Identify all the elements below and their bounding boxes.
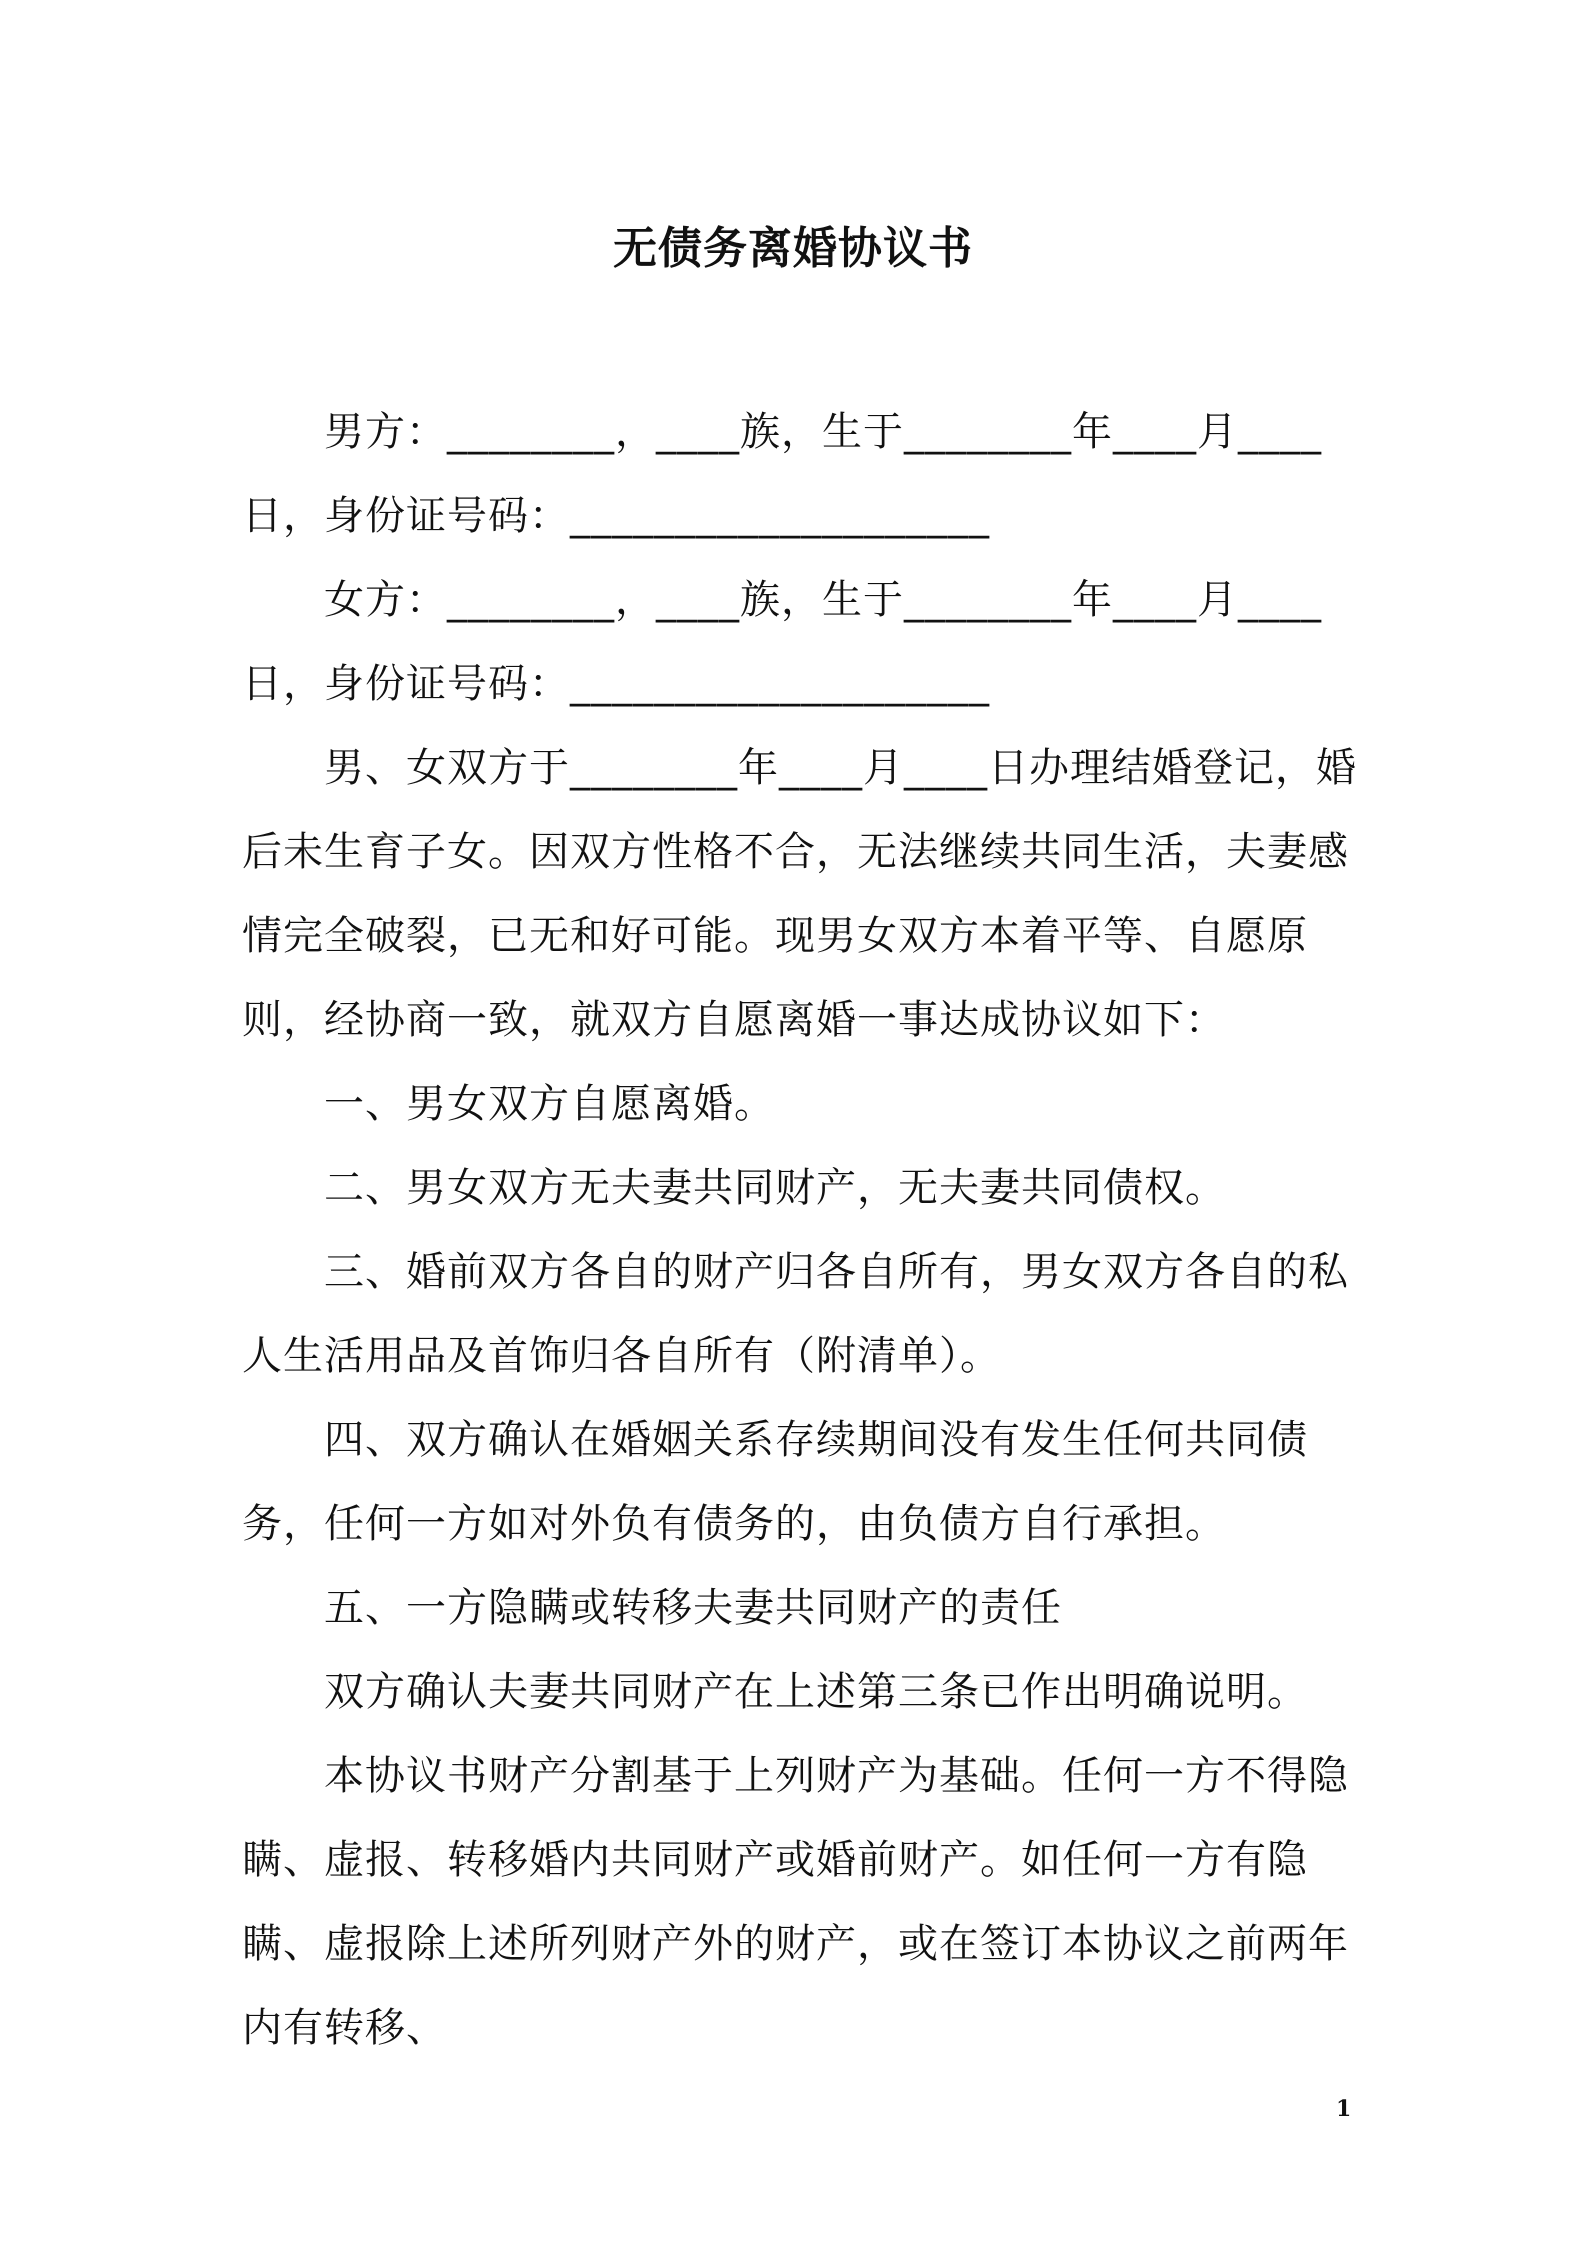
paragraph-male-party: 男方：________，____族，生于________年____月____日，身份证号码：____________________ (242, 409, 1322, 539)
clause-5-details: 本协议书财产分割基于上列财产为基础。任何一方不得隐瞒、虚报、转移婚内共同财产或婚前财产。如任何一方有隐瞒、虚报除上述所列财产外的财产，或在签订本协议之前两年内有转移、 (242, 1753, 1349, 2051)
paragraph-female-party: 女方：________，____族，生于________年____月____日，身份证号码：____________________ (242, 577, 1322, 707)
clause-1: 一、男女双方自愿离婚。 (324, 1081, 775, 1127)
document-title: 无债务离婚协议书 (613, 223, 973, 274)
clause-2: 二、男女双方无夫妻共同财产，无夫妻共同债权。 (324, 1165, 1226, 1211)
document-body (242, 390, 1362, 2070)
page-number: 1 (1336, 2096, 1352, 2122)
paragraph-marriage-background: 男、女双方于________年____月____日办理结婚登记，婚后未生育子女。因双方性格不合，无法继续共同生活，夫妻感情完全破裂，已无和好可能。现男女双方本着平等、自愿原则，经协商一致，就双方自愿离婚一事达成协议如下： (242, 745, 1357, 1043)
clause-4: 四、双方确认在婚姻关系存续期间没有发生任何共同债务，任何一方如对外负有债务的，由负债方自行承担。 (242, 1417, 1308, 1547)
clause-5-confirmation: 双方确认夫妻共同财产在上述第三条已作出明确说明。 (324, 1669, 1308, 1715)
clause-3: 三、婚前双方各自的财产归各自所有，男女双方各自的私人生活用品及首饰归各自所有（附清单）。 (242, 1249, 1349, 1379)
clause-5-heading: 五、一方隐瞒或转移夫妻共同财产的责任 (324, 1585, 1062, 1631)
